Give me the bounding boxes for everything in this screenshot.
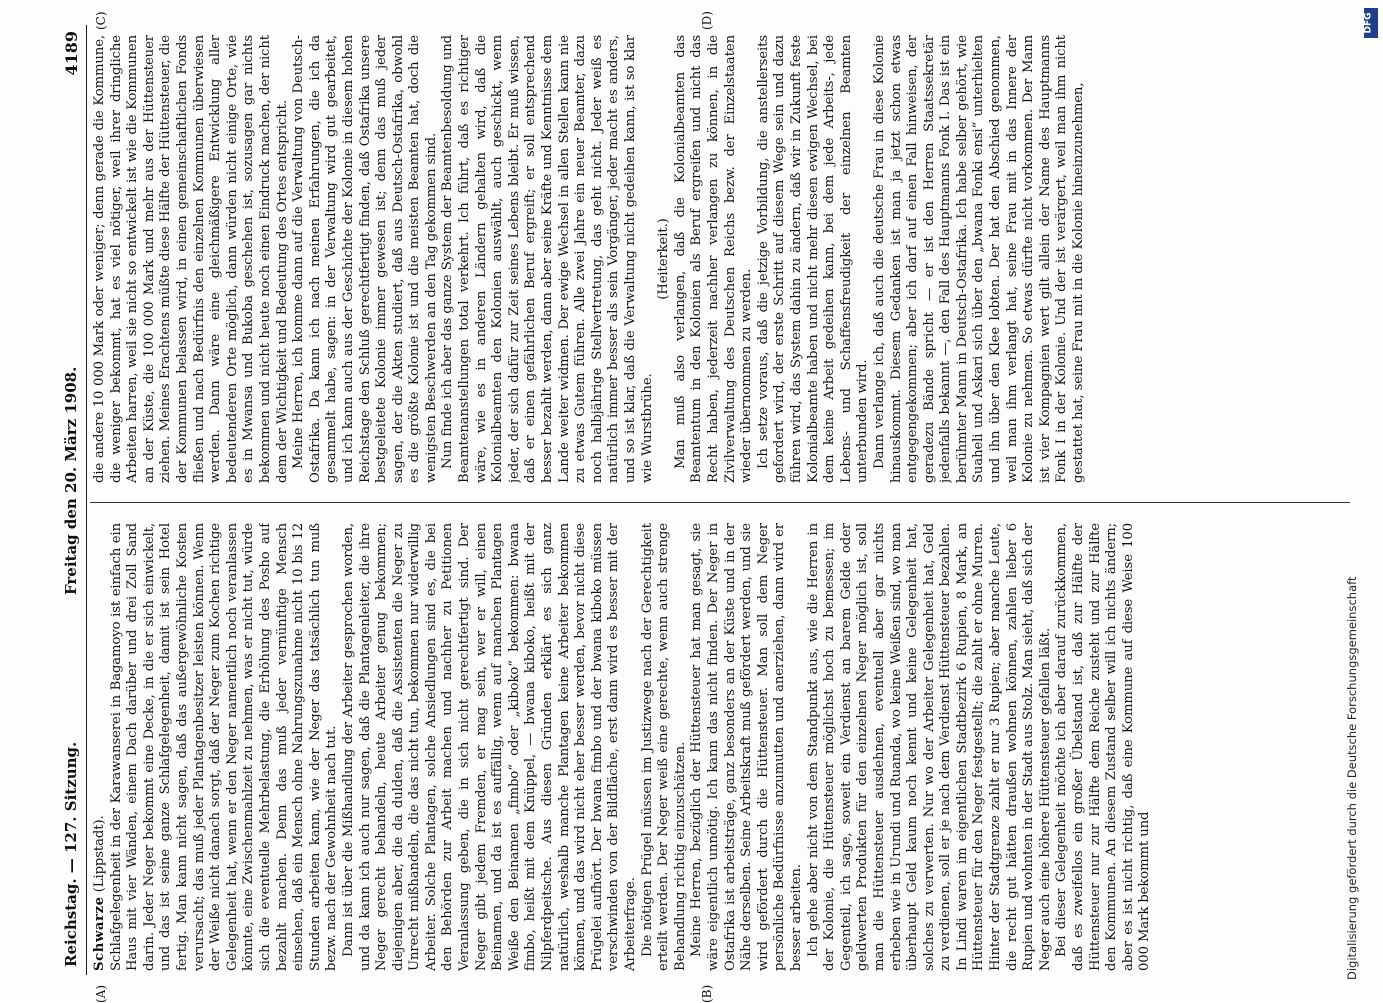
paragraph: Nun finde ich aber das ganze System der Beamtenbesoldung und Beamtenanstellungen total verkehrt. Ich führt, daß es richtiger wäre, wie es in anderen Ländern gehalten wird, daß die Kolonialbeamten den Kolonien auswählt, auch geschickt, wenn jeder, der sich dafür zur Zeit seines Lebens bleibt. Er muß wissen, daß er einen gefährlichen Beruf ergreift; er soll entsprechend besser bezahlt werden, dann aber seine Kräfte und Kenntnisse dem Lande weiter widmen. Der ewige Wechsel in allen Stellen kann nie zu etwas Gutem führen. Alle zwei Jahre ein neuer Beamter, dazu noch halbjährige Stellvertretung, das geht nicht. Jeder weiß es natürlich immer besser als sein Vorgänger, jeder macht es anders, und so ist klar, daß die Verwaltung nicht gedeihen kann, ist so klar wie Wurstbrühe. <box>440 35 655 483</box>
paragraph: Ich setze voraus, daß die jetzige Vorbildung, die anstellerseits gefordert wird, der erste Schritt auf diesem Wege sein und dazu führen wird, das System dahin zu ändern, daß wir in Zukunft feste Kolonialbeamte haben und nicht mehr diesen ewigen Wechsel, bei dem keine Arbeit gedeihen kann, bei dem jede Arbeits-, jede Lebens- und Schaffensfreudigkeit der einzelnen Beamten unterbunden wird. <box>755 35 871 483</box>
paragraph: Dann verlange ich, daß auch die deutsche Frau in diese Kolonie hinauskommt. Diesem Gedanken ist man ja jetzt schon etwas entgegengekommen; aber ich darf auf einen Fall hinweisen, der geradezu Bände spricht — er ist den Herren Staatssekretär jedenfalls bekannt —, den Fall des Hauptmanns Fonk I. Das ist ein berühmter Mann in Deutsch-Ostafrika. Ich habe selber gehört, wie Suaheli und Askari sich über den „bwana Fonki ensi“ unterhielten und ihn über den Klee lobten. Der hat den Abschied genommen, weil man ihm verlangt hat, seine Frau mit in das Innere der Kolonie zu nehmen. So etwas dürfte nicht vorkommen. Der Mann ist vier Kompagnien wert gilt allein der Name des Hauptmanns Fonk I in der Kolonie. Und der ist verärgert, weil man ihm nicht gestattet hat, seine Frau mit in die Kolonie hineinzunehmen, <box>871 35 1087 483</box>
speaker-name: Schwarze <box>92 896 107 971</box>
paragraph: Ich gehe aber nicht von dem Standpunkt aus, wie die Herren in der Kolonie, die Hüttensteuer möglichst hoch zu bemessen; im Gegenteil, ich sage, soweit ein Verdienst an barem Gelde oder geldwerten Produkten für den einzelnen Neger möglich ist, soll man die Hüttensteuer ausdehnen, eventuell aber gar nichts erheben wie in Urundi und Ruanda, wo keine Weißen sind, wo man überhaupt Geld kaum noch kennt und keine Gelegenheit hat, solches zu verwerten. Nur wo der Arbeiter Gelegenheit hat, Geld zu verdienen, soll er je nach dem Verdienst Hüttensteuer bezahlen. In Lindi waren im eigentlichen Stadtbezirk 6 Rupien, 8 Mark, an Hüttensteuer für den Neger festgestellt; die zahlt er ohne Murren. Hinter der Stadtgrenze zahlt er nur 3 Rupien; aber manche Leute, die recht gut hätten draußen wohnen können, zahlen lieber 6 Rupien und wohnten in der Stadt aus Stolz. Man sieht, daß sich der Neger auch eine höhere Hüttensteuer gefallen läßt. <box>805 523 1053 971</box>
margin-marker-d: (D) <box>700 11 714 30</box>
paragraph: Meine Herren, ich komme dann auf die Verwaltung von Deutsch-Ostafrika. Da kann ich nach meinen Erfahrungen, die ich da gesammelt habe, sagen: in der Verwaltung wird gut gearbeitet, und ich kann auch aus der Geschichte der Kolonie in diesem hohen Reichstage den Schluß gerechtfertigt finden, daß Ostafrika unsere bestgeleitete Kolonie immer gewesen ist; denn das muß jeder sagen, der die Akten studiert, daß aus Deutsch-Ostafrika, obwohl es die größte Kolonie ist und die meisten Beamten hat, doch die wenigsten Beschwerden an den Tag gekommen sind. <box>291 35 439 483</box>
dfg-logo-text: DFG <box>1363 12 1374 34</box>
margin-marker-b: (B) <box>700 984 714 1003</box>
margin-marker-c: (C) <box>94 11 108 30</box>
header-rule <box>86 25 87 975</box>
digitization-watermark: Digitalisierung gefördert durch die Deutsche Forschungsgemeinschaft <box>1345 576 1359 980</box>
paragraph: Schlafgelegenheit in der Karawanserei in Bagamoyo ist einfach ein Haus mit vier Wänden, einem Dach darüber und drei Zoll Sand darin. Jeder Neger bekommt eine Decke, in die er sich einwickelt, und das ist seine ganze Schlafgelegenheit, damit ist sein Hotel fertig. Man kann nicht sagen, daß das außergewöhnliche Kosten verursacht; das muß jeder Plantagenbesitzer leisten können. Wenn der Weiße nicht danach sorgt, daß der Neger zum Kochen richtige Gelegenheit hat, wenn er den Neger namentlich noch veranlassen könnte, eine Zwischenmahlzeit zu nehmen, was er nicht tut, würde sich die eventuelle Mehrbelastung, die Erhöhung des Posho auf bezahlt machen. Denn das muß jeder vernünftige Mensch einsehen, daß ein Mensch ohne Nahrungszunahme nicht 10 bis 12 Stunden arbeiten kann, wie der Neger das tatsächlich tun muß bezw. nach der Gewohnheit nach tut. <box>108 523 340 971</box>
header-session: Reichstag. — 127. Sitzung. <box>62 741 80 967</box>
left-column <box>92 523 1347 971</box>
paragraph: die andere 10 000 Mark oder weniger; denn gerade die Kommune, die weniger bekommt, hat es viel nötiger, weil ihrer dringliche Arbeiten harren, weil sie nicht so entwickelt ist wie die Kommunen an der Küste, die 100 000 Mark und mehr aus der Hüttensteuer ziehen. Meines Erachtens müßte diese Hälfte der Hüttensteuer, die der Kommunen belassen wird, in einen gemeinschaftlichen Fonds fließen und nach Bedürfnis den einzelnen Kommunen überwiesen werden. Dann wäre eine gleichmäßigere Entwicklung aller bedeutenderen Orte möglich, dann würden nicht einige Orte, wie es in Mwansa und Bukoba geschehen ist, sozusagen gar nichts bekommen und nicht heute noch einen Eindruck machen, der nicht dem der Wichtigkeit und Bedeutung des Ortes entspricht. <box>92 35 290 483</box>
speaker-affix: (Lippstadt). <box>92 815 107 893</box>
speaker-line <box>92 523 109 971</box>
page-number: 4189 <box>62 31 81 76</box>
header-date: Freitag den 20. März 1908. <box>62 366 80 595</box>
paragraph: Man muß also verlangen, daß die Kolonialbeamten das Beamtentum in den Kolonien als Beruf ergreifen und nicht das Recht haben, jederzeit nachher verlangen zu können, in die Zivilverwaltung des Deutschen Reichs bezw. der Einzelstaaten wieder übernommen zu werden. <box>672 35 755 483</box>
paragraph: Dann ist über die Mißhandlung der Arbeiter gesprochen worden, und da kann ich auch nur sagen, daß die Plantagenleiter, die ihre Neger gerecht behandeln, heute Arbeiter genug bekommen; diejenigen aber, die da dulden, daß die Assistenten die Neger zu Unrecht mißhandeln, die das nicht tun, bekommen nur widerwillig Arbeiter. Solche Plantagen, solche Ansiedlungen sind es, die bei den Behörden zur Arbeit machen und nachher zu Petitionen Veranlassung geben, die in sich nicht gerechtfertigt sind. Der Neger gibt jedem Fremden, er mag sein, wer er will, einen Beinamen, und da ist es auffällig, wenn auf manchen Plantagen Weiße den Beinamen „fimbo“ oder „kiboko“ bekommen: bwana fimbo, heißt mit dem Knüppel, — bwana kiboko, heißt mit der Nilpferdpeitsche. Aus diesen Gründen erklärt es sich ganz natürlich, weshalb manche Plantagen keine Arbeiter bekommen können, und das wird nicht eher besser werden, bevor nicht diese Prügelei aufhört. Der bwana fimbo und der bwana kiboko müssen verschwinden von der Bildfläche, erst dann wird es besser mit der Arbeiterfrage. <box>340 523 638 971</box>
paragraph: Bei dieser Gelegenheit möchte ich aber darauf zurückkommen, daß es zweifellos ein großer Übelstand ist, daß zur Hälfte der Hüttensteuer nur zur Hälfte dem Reiche zusteht und zur Hälfte den Kommunen. An diesem Zustand selber will ich nichts ändern; aber es ist nicht richtig, daß eine Kommune auf diese Weise 100 000 Mark bekommt und <box>1054 523 1153 971</box>
column-divider <box>90 502 1350 503</box>
rotated-page-content <box>60 11 1360 1003</box>
paragraph: Meine Herren, bezüglich der Hüttensteuer hat man gesagt, sie wäre eigentlich unnötig. Ich kann das nicht finden. Der Neger in Ostafrika ist arbeitsträge, ganz besonders an der Küste und in der Nähe derselben. Seine Arbeitskraft muß gefördert werden, und sie wird gefördert durch die Hüttensteuer. Man soll dem Neger persönliche Bedürfnisse anzumutten und anerziehen, dann wird er besser arbeiten. <box>689 523 804 971</box>
page-header <box>60 25 86 975</box>
right-column <box>92 35 1347 483</box>
margin-marker-a: (A) <box>94 984 108 1003</box>
dfg-logo <box>1364 8 1378 38</box>
paragraph: Die nötigen Prügel müssen im Justizwege nach der Gerechtigkeit erteilt werden. Der Neger weiß eine gerechte, wenn auch strenge Behandlung richtig einzuschätzen. <box>639 523 688 971</box>
interjection: (Heiterkeit.) <box>656 218 672 300</box>
